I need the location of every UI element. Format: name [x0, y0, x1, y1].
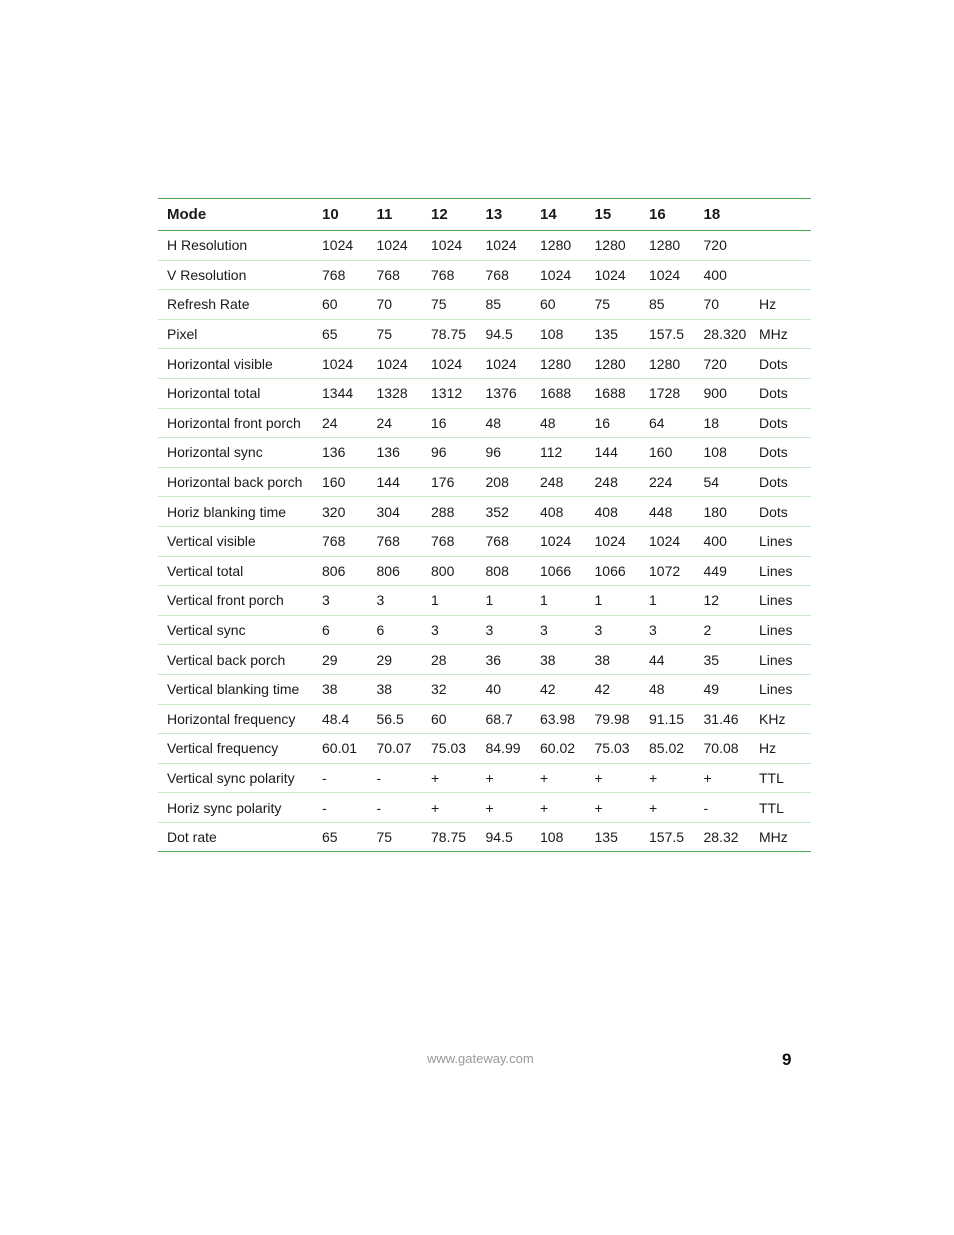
header-mode-10: 10 — [314, 199, 369, 231]
unit-cell: Lines — [750, 615, 811, 645]
value-cell: 29 — [369, 645, 424, 675]
unit-cell: KHz — [750, 704, 811, 734]
value-cell: 75.03 — [587, 734, 642, 764]
value-cell: 1024 — [478, 349, 533, 379]
value-cell: 18 — [696, 408, 751, 438]
value-cell: - — [314, 793, 369, 823]
table-row — [158, 260, 811, 290]
value-cell: + — [532, 793, 587, 823]
value-cell: 1024 — [314, 349, 369, 379]
value-cell: + — [641, 793, 696, 823]
display-timing-table — [158, 198, 811, 852]
row-label: Vertical frequency — [158, 734, 314, 764]
value-cell: - — [314, 763, 369, 793]
header-mode-12: 12 — [423, 199, 478, 231]
value-cell: 38 — [369, 674, 424, 704]
value-cell: 160 — [641, 438, 696, 468]
value-cell: 806 — [314, 556, 369, 586]
value-cell: 85.02 — [641, 734, 696, 764]
value-cell: 160 — [314, 467, 369, 497]
value-cell: 48 — [532, 408, 587, 438]
table-row — [158, 378, 811, 408]
value-cell: 68.7 — [478, 704, 533, 734]
value-cell: 1024 — [641, 260, 696, 290]
value-cell: 60 — [423, 704, 478, 734]
value-cell: 768 — [369, 526, 424, 556]
value-cell: 1344 — [314, 378, 369, 408]
page-number: 9 — [782, 1050, 792, 1069]
value-cell: 1328 — [369, 378, 424, 408]
value-cell: + — [641, 763, 696, 793]
value-cell: 48 — [641, 674, 696, 704]
value-cell: 75 — [369, 822, 424, 852]
value-cell: 304 — [369, 497, 424, 527]
value-cell: 1 — [423, 586, 478, 616]
value-cell: 208 — [478, 467, 533, 497]
table-row — [158, 674, 811, 704]
value-cell: 800 — [423, 556, 478, 586]
value-cell: 806 — [369, 556, 424, 586]
value-cell: 1024 — [641, 526, 696, 556]
row-label: Vertical sync polarity — [158, 763, 314, 793]
value-cell: 1066 — [532, 556, 587, 586]
value-cell: 78.75 — [423, 822, 478, 852]
unit-cell — [750, 231, 811, 261]
value-cell: 768 — [478, 526, 533, 556]
value-cell: 108 — [532, 319, 587, 349]
value-cell: 70 — [369, 290, 424, 320]
value-cell: 320 — [314, 497, 369, 527]
value-cell: + — [587, 763, 642, 793]
unit-cell: Lines — [750, 645, 811, 675]
table-row — [158, 822, 811, 852]
value-cell: 1280 — [587, 231, 642, 261]
value-cell: 136 — [369, 438, 424, 468]
table-row — [158, 349, 811, 379]
value-cell: 79.98 — [587, 704, 642, 734]
value-cell: 44 — [641, 645, 696, 675]
table-row — [158, 615, 811, 645]
value-cell: 70.08 — [696, 734, 751, 764]
row-label: Vertical visible — [158, 526, 314, 556]
value-cell: 1024 — [314, 231, 369, 261]
unit-cell: Dots — [750, 467, 811, 497]
value-cell: 64 — [641, 408, 696, 438]
unit-cell: Dots — [750, 349, 811, 379]
value-cell: 16 — [587, 408, 642, 438]
value-cell: 1024 — [423, 349, 478, 379]
value-cell: 157.5 — [641, 822, 696, 852]
table-row — [158, 438, 811, 468]
value-cell: 3 — [587, 615, 642, 645]
value-cell: + — [423, 763, 478, 793]
value-cell: 75 — [369, 319, 424, 349]
value-cell: 1688 — [532, 378, 587, 408]
table-row — [158, 497, 811, 527]
value-cell: + — [478, 763, 533, 793]
value-cell: 35 — [696, 645, 751, 675]
value-cell: 408 — [532, 497, 587, 527]
value-cell: 248 — [532, 467, 587, 497]
value-cell: 65 — [314, 319, 369, 349]
value-cell: 96 — [478, 438, 533, 468]
value-cell: 352 — [478, 497, 533, 527]
value-cell: 135 — [587, 319, 642, 349]
value-cell: 408 — [587, 497, 642, 527]
table-row — [158, 586, 811, 616]
table-row — [158, 645, 811, 675]
row-label: Horiz sync polarity — [158, 793, 314, 823]
row-label: Horizontal front porch — [158, 408, 314, 438]
table-row — [158, 467, 811, 497]
row-label: Horizontal visible — [158, 349, 314, 379]
value-cell: 6 — [314, 615, 369, 645]
value-cell: 180 — [696, 497, 751, 527]
value-cell: 1280 — [532, 231, 587, 261]
value-cell: 84.99 — [478, 734, 533, 764]
value-cell: 56.5 — [369, 704, 424, 734]
footer-url: www.gateway.com — [427, 1051, 534, 1066]
value-cell: 768 — [314, 260, 369, 290]
value-cell: 6 — [369, 615, 424, 645]
value-cell: 1312 — [423, 378, 478, 408]
value-cell: - — [696, 793, 751, 823]
value-cell: 38 — [587, 645, 642, 675]
table-row — [158, 319, 811, 349]
value-cell: 48.4 — [314, 704, 369, 734]
row-label: Pixel — [158, 319, 314, 349]
value-cell: 157.5 — [641, 319, 696, 349]
row-label: Vertical back porch — [158, 645, 314, 675]
value-cell: 400 — [696, 526, 751, 556]
value-cell: 768 — [423, 260, 478, 290]
value-cell: 108 — [696, 438, 751, 468]
table-row — [158, 793, 811, 823]
value-cell: 65 — [314, 822, 369, 852]
unit-cell: Lines — [750, 586, 811, 616]
value-cell: 94.5 — [478, 822, 533, 852]
unit-cell: TTL — [750, 793, 811, 823]
value-cell: 448 — [641, 497, 696, 527]
value-cell: 1024 — [532, 526, 587, 556]
unit-cell: MHz — [750, 822, 811, 852]
value-cell: + — [587, 793, 642, 823]
unit-cell: Dots — [750, 378, 811, 408]
value-cell: + — [478, 793, 533, 823]
header-mode-11: 11 — [369, 199, 424, 231]
value-cell: 400 — [696, 260, 751, 290]
row-label: Vertical blanking time — [158, 674, 314, 704]
table-body — [158, 231, 811, 852]
value-cell: 136 — [314, 438, 369, 468]
value-cell: 1024 — [423, 231, 478, 261]
unit-cell: Hz — [750, 734, 811, 764]
value-cell: 1024 — [369, 231, 424, 261]
header-unit — [750, 199, 811, 231]
value-cell: 1 — [478, 586, 533, 616]
value-cell: 38 — [532, 645, 587, 675]
row-label: Vertical total — [158, 556, 314, 586]
value-cell: + — [423, 793, 478, 823]
row-label: Horizontal frequency — [158, 704, 314, 734]
value-cell: + — [696, 763, 751, 793]
value-cell: 60 — [532, 290, 587, 320]
row-label: Horizontal total — [158, 378, 314, 408]
value-cell: 112 — [532, 438, 587, 468]
value-cell: 1 — [641, 586, 696, 616]
unit-cell: Lines — [750, 556, 811, 586]
value-cell: 768 — [478, 260, 533, 290]
value-cell: 31.46 — [696, 704, 751, 734]
table-row — [158, 526, 811, 556]
value-cell: 108 — [532, 822, 587, 852]
table-row — [158, 231, 811, 261]
value-cell: 49 — [696, 674, 751, 704]
value-cell: 85 — [478, 290, 533, 320]
value-cell: 1 — [532, 586, 587, 616]
value-cell: 63.98 — [532, 704, 587, 734]
value-cell: 1280 — [532, 349, 587, 379]
value-cell: 1024 — [532, 260, 587, 290]
header-mode-15: 15 — [587, 199, 642, 231]
row-label: Vertical front porch — [158, 586, 314, 616]
header-row — [158, 199, 811, 231]
unit-cell — [750, 260, 811, 290]
value-cell: 24 — [369, 408, 424, 438]
value-cell: 1280 — [587, 349, 642, 379]
value-cell: 3 — [641, 615, 696, 645]
value-cell: 2 — [696, 615, 751, 645]
row-label: V Resolution — [158, 260, 314, 290]
value-cell: 75 — [587, 290, 642, 320]
value-cell: 1 — [587, 586, 642, 616]
unit-cell: Dots — [750, 497, 811, 527]
value-cell: 60.02 — [532, 734, 587, 764]
header-mode-16: 16 — [641, 199, 696, 231]
value-cell: 70 — [696, 290, 751, 320]
value-cell: 449 — [696, 556, 751, 586]
header-mode-18: 18 — [696, 199, 751, 231]
value-cell: 224 — [641, 467, 696, 497]
value-cell: 91.15 — [641, 704, 696, 734]
value-cell: 24 — [314, 408, 369, 438]
row-label: Refresh Rate — [158, 290, 314, 320]
value-cell: 248 — [587, 467, 642, 497]
unit-cell: TTL — [750, 763, 811, 793]
value-cell: 42 — [587, 674, 642, 704]
value-cell: 40 — [478, 674, 533, 704]
value-cell: 28 — [423, 645, 478, 675]
timing-table-container — [158, 198, 811, 852]
value-cell: 1280 — [641, 231, 696, 261]
table-row — [158, 704, 811, 734]
value-cell: 768 — [314, 526, 369, 556]
table-row — [158, 556, 811, 586]
value-cell: 1024 — [369, 349, 424, 379]
header-mode-13: 13 — [478, 199, 533, 231]
value-cell: 85 — [641, 290, 696, 320]
header-mode-14: 14 — [532, 199, 587, 231]
row-label: Dot rate — [158, 822, 314, 852]
value-cell: 176 — [423, 467, 478, 497]
value-cell: 16 — [423, 408, 478, 438]
table-row — [158, 290, 811, 320]
value-cell: 60 — [314, 290, 369, 320]
value-cell: 54 — [696, 467, 751, 497]
value-cell: + — [532, 763, 587, 793]
value-cell: 900 — [696, 378, 751, 408]
unit-cell: Dots — [750, 408, 811, 438]
value-cell: 720 — [696, 231, 751, 261]
value-cell: 94.5 — [478, 319, 533, 349]
value-cell: 96 — [423, 438, 478, 468]
value-cell: 38 — [314, 674, 369, 704]
value-cell: 75.03 — [423, 734, 478, 764]
value-cell: 3 — [423, 615, 478, 645]
value-cell: 3 — [478, 615, 533, 645]
value-cell: 70.07 — [369, 734, 424, 764]
value-cell: 768 — [423, 526, 478, 556]
value-cell: 78.75 — [423, 319, 478, 349]
value-cell: 42 — [532, 674, 587, 704]
header-mode: Mode — [158, 199, 314, 231]
value-cell: 1072 — [641, 556, 696, 586]
table-header — [158, 199, 811, 231]
unit-cell: Lines — [750, 526, 811, 556]
unit-cell: Dots — [750, 438, 811, 468]
value-cell: 32 — [423, 674, 478, 704]
value-cell: 288 — [423, 497, 478, 527]
row-label: Vertical sync — [158, 615, 314, 645]
value-cell: 1024 — [478, 231, 533, 261]
value-cell: 1024 — [587, 526, 642, 556]
value-cell: 144 — [587, 438, 642, 468]
value-cell: 75 — [423, 290, 478, 320]
table-row — [158, 734, 811, 764]
value-cell: 1728 — [641, 378, 696, 408]
value-cell: 1024 — [587, 260, 642, 290]
table-row — [158, 763, 811, 793]
value-cell: 28.32 — [696, 822, 751, 852]
value-cell: 768 — [369, 260, 424, 290]
row-label: Horiz blanking time — [158, 497, 314, 527]
value-cell: 720 — [696, 349, 751, 379]
row-label: Horizontal back porch — [158, 467, 314, 497]
value-cell: 29 — [314, 645, 369, 675]
value-cell: 48 — [478, 408, 533, 438]
value-cell: - — [369, 763, 424, 793]
value-cell: 808 — [478, 556, 533, 586]
value-cell: 3 — [314, 586, 369, 616]
value-cell: - — [369, 793, 424, 823]
value-cell: 3 — [369, 586, 424, 616]
value-cell: 12 — [696, 586, 751, 616]
value-cell: 1688 — [587, 378, 642, 408]
value-cell: 60.01 — [314, 734, 369, 764]
value-cell: 135 — [587, 822, 642, 852]
unit-cell: MHz — [750, 319, 811, 349]
unit-cell: Hz — [750, 290, 811, 320]
row-label: H Resolution — [158, 231, 314, 261]
value-cell: 28.320 — [696, 319, 751, 349]
table-row — [158, 408, 811, 438]
value-cell: 36 — [478, 645, 533, 675]
unit-cell: Lines — [750, 674, 811, 704]
row-label: Horizontal sync — [158, 438, 314, 468]
value-cell: 3 — [532, 615, 587, 645]
value-cell: 1066 — [587, 556, 642, 586]
value-cell: 144 — [369, 467, 424, 497]
value-cell: 1280 — [641, 349, 696, 379]
value-cell: 1376 — [478, 378, 533, 408]
